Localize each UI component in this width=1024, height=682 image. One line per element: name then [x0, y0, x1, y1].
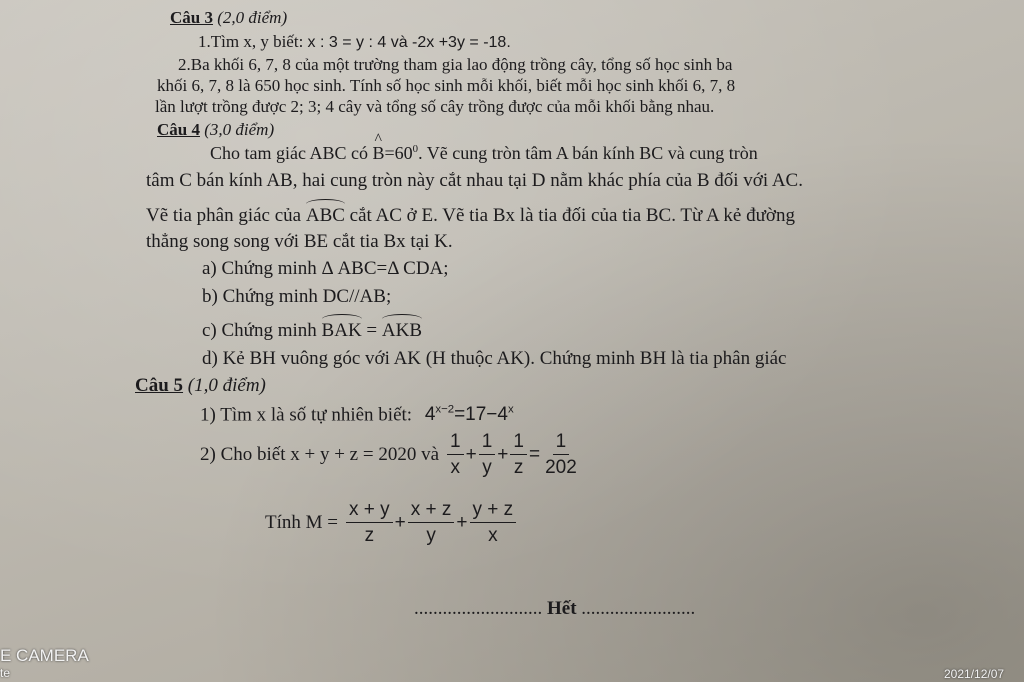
- exponent-x-minus-2: x−2: [435, 404, 455, 416]
- q3-part1-equation: x : 3 = y : 4 và -2x +3y = -18.: [307, 34, 511, 51]
- plus-sign: +: [497, 443, 509, 465]
- q3-part1-label: 1.Tìm x, y biết:: [198, 32, 304, 51]
- fraction-y-plus-z-over-x: $\frac{y + z}{x}$: [470, 500, 517, 546]
- plus-sign: +: [465, 443, 477, 465]
- q3-part2-line2: khối 6, 7, 8 là 650 học sinh. Tính số học sinh mỗi khối, biết mỗi học sinh khối 6, 7, 8: [157, 76, 736, 95]
- angle-akb-arc: AKB: [382, 316, 422, 342]
- angle-abc-arc: ABC: [306, 201, 345, 227]
- end-label: Hết: [547, 598, 577, 619]
- q3-points: (2,0 điểm): [217, 8, 288, 27]
- q4-line1-start: Cho tam giác ABC có: [210, 143, 368, 163]
- q5-m-expression: [265, 500, 518, 546]
- plus-sign: +: [456, 511, 468, 533]
- q4-line3-end: cắt AC ở E. Vẽ tia Bx là tia đối của tia BC. Từ A kẻ đường: [349, 205, 795, 226]
- q5-heading-line: [135, 375, 266, 397]
- fraction-1-over-y: $\frac{1}{y}$: [479, 432, 496, 478]
- q3-heading-line: [170, 8, 287, 28]
- end-line: [414, 598, 695, 620]
- camera-watermark: E CAMERA: [0, 646, 89, 665]
- q5-heading: Câu 5: [135, 375, 184, 396]
- exponent-x: x: [507, 404, 514, 416]
- q4-line3-start: Vẽ tia phân giác của: [146, 205, 302, 226]
- q5-part2-label: 2) Cho biết x + y + z = 2020 và: [200, 443, 440, 465]
- q4-part-d: d) Kẻ BH vuông góc với AK (H thuộc AK). Chứng minh BH là tia phân giác: [202, 348, 787, 369]
- q4-heading: Câu 4: [157, 120, 200, 139]
- end-right-dots: ........................: [581, 598, 696, 619]
- equation-middle: =17−4: [454, 404, 508, 426]
- q4-part-a: a) Chứng minh Δ ABC=Δ CDA;: [202, 258, 449, 279]
- q4-part-c-label: c) Chứng minh: [202, 320, 317, 341]
- camera-watermark-sub: te: [0, 666, 11, 680]
- m-equation: [344, 500, 518, 546]
- base-4: 4: [424, 404, 436, 426]
- q5-part1: [200, 404, 514, 426]
- fraction-1-over-z: $\frac{1}{z}$: [510, 432, 527, 478]
- date-stamp: 2021/12/07: [944, 667, 1005, 681]
- fraction-x-plus-y-over-z: $\frac{x + y}{z}$: [346, 500, 393, 546]
- plus-sign: +: [394, 511, 406, 533]
- q5-part1-equation: [425, 404, 514, 425]
- q4-line1-end: . Vẽ cung tròn tâm A bán kính BC và cung tròn: [418, 143, 758, 163]
- q4-part-c-equals: =: [366, 320, 378, 341]
- fraction-x-plus-z-over-y: $\frac{x + z}{y}$: [408, 500, 455, 546]
- q4-part-c: [202, 316, 422, 342]
- fraction-1-over-x: $\frac{1}{x}$: [447, 432, 464, 478]
- q3-part2-line1: 2.Ba khối 6, 7, 8 của một trường tham gia lao động trồng cây, tổng số học sinh ba: [178, 55, 733, 74]
- q5-part1-label: 1) Tìm x là số tự nhiên biết:: [200, 404, 413, 426]
- q4-heading-line: [157, 120, 274, 140]
- fraction-1-over-202: $\frac{1}{202}$: [545, 431, 577, 478]
- angle-bak-arc: BAK: [322, 316, 362, 342]
- q4-points: (3,0 điểm): [204, 120, 275, 139]
- q4-line2: tâm C bán kính AB, hai cung tròn này cắt nhau tại D nằm khác phía của B đối với AC.: [146, 170, 803, 191]
- angle-b-value: =60: [384, 143, 413, 163]
- degree-mark: 0: [412, 143, 419, 155]
- end-left-dots: ...........................: [414, 598, 543, 619]
- q4-line3: [146, 201, 795, 227]
- q5-points: (1,0 điểm): [187, 375, 266, 396]
- m-label: Tính M =: [265, 511, 338, 533]
- q4-line4: thẳng song song với BE cắt tia Bx tại K.: [146, 231, 453, 252]
- q3-part2-line3: lần lượt trồng được 2; 3; 4 cây và tổng số cây trồng được của mỗi khối bằng nhau.: [155, 97, 715, 116]
- angle-b: ^ B: [372, 143, 384, 164]
- q3-part1: [198, 32, 511, 52]
- q5-part2: [200, 432, 582, 478]
- q3-heading: Câu 3: [170, 8, 213, 27]
- q4-part-b: b) Chứng minh DC//AB;: [202, 286, 392, 307]
- q4-line1: [210, 143, 758, 164]
- q5-part2-equation: [445, 432, 582, 478]
- equals-sign: =: [528, 443, 541, 465]
